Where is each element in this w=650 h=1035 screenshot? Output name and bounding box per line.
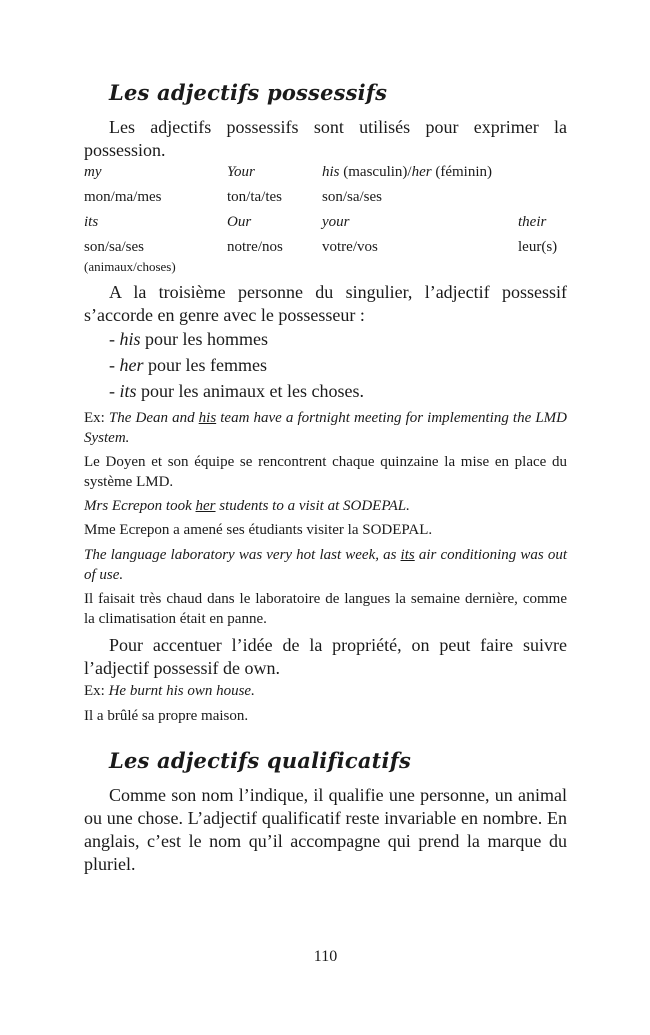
section-heading-possessifs: Les adjectifs possessifs	[109, 80, 388, 105]
example-2: Mrs Ecrepon took her students to a visit at SODEPAL.	[84, 498, 410, 514]
table-cell: its	[84, 214, 99, 230]
table-cell: notre/nos	[227, 239, 283, 255]
table-cell: your	[322, 214, 350, 230]
page-number: 110	[313, 948, 338, 965]
table-cell: their	[518, 214, 547, 230]
table-cell: votre/vos	[322, 239, 378, 255]
qualificatifs-paragraph: Comme son nom l’indique, il qualifie une personne, un animal ou une chose. L’adjectif qualificatif reste invariable en nombre. En anglais, c’est le nom qu’il accompagne qui prend la marque du pluriel.	[84, 785, 567, 874]
list-item: - his pour les hommes	[109, 329, 269, 349]
example-1: Ex: The Dean and his team have a fortnight meeting for implementing the LMD System.	[84, 410, 567, 446]
table-cell: my	[84, 164, 102, 180]
table-cell: son/sa/ses	[84, 239, 144, 255]
own-paragraph: Pour accentuer l’idée de la propriété, on peut faire suivre l’adjectif possessif de own.	[84, 635, 567, 678]
table-cell: leur(s)	[518, 239, 558, 255]
example-3: The language laboratory was very hot last week, as its air conditioning was out of use.	[84, 547, 567, 583]
table-cell: son/sa/ses	[322, 189, 382, 205]
own-example-translation: Il a brûlé sa propre maison.	[84, 708, 249, 724]
intro-paragraph: Les adjectifs possessifs sont utilisés pour exprimer la possession.	[84, 117, 567, 160]
table-cell: Your	[227, 164, 255, 180]
own-example: Ex: He burnt his own house.	[84, 683, 255, 699]
example-2-translation: Mme Ecrepon a amené ses étudiants visiter la SODEPAL.	[84, 522, 433, 538]
list-item: - her pour les femmes	[109, 355, 267, 375]
table-cell: his (masculin)/her (féminin)	[322, 164, 492, 180]
table-cell: mon/ma/mes	[84, 189, 162, 205]
third-person-paragraph: A la troisième personne du singulier, l’adjectif possessif s’accorde en genre avec le possesseur :	[84, 282, 567, 325]
table-cell: (animaux/choses)	[84, 259, 176, 274]
list-item: - its pour les animaux et les choses.	[109, 381, 364, 401]
example-3-translation: Il faisait très chaud dans le laboratoire de langues la semaine dernière, comme la climatisation était en panne.	[84, 591, 567, 627]
table-cell: Our	[227, 214, 252, 230]
table-cell: ton/ta/tes	[227, 189, 282, 205]
example-1-translation: Le Doyen et son équipe se rencontrent chaque quinzaine la mise en place du système LMD.	[84, 454, 567, 490]
section-heading-qualificatifs: Les adjectifs qualificatifs	[109, 748, 411, 773]
